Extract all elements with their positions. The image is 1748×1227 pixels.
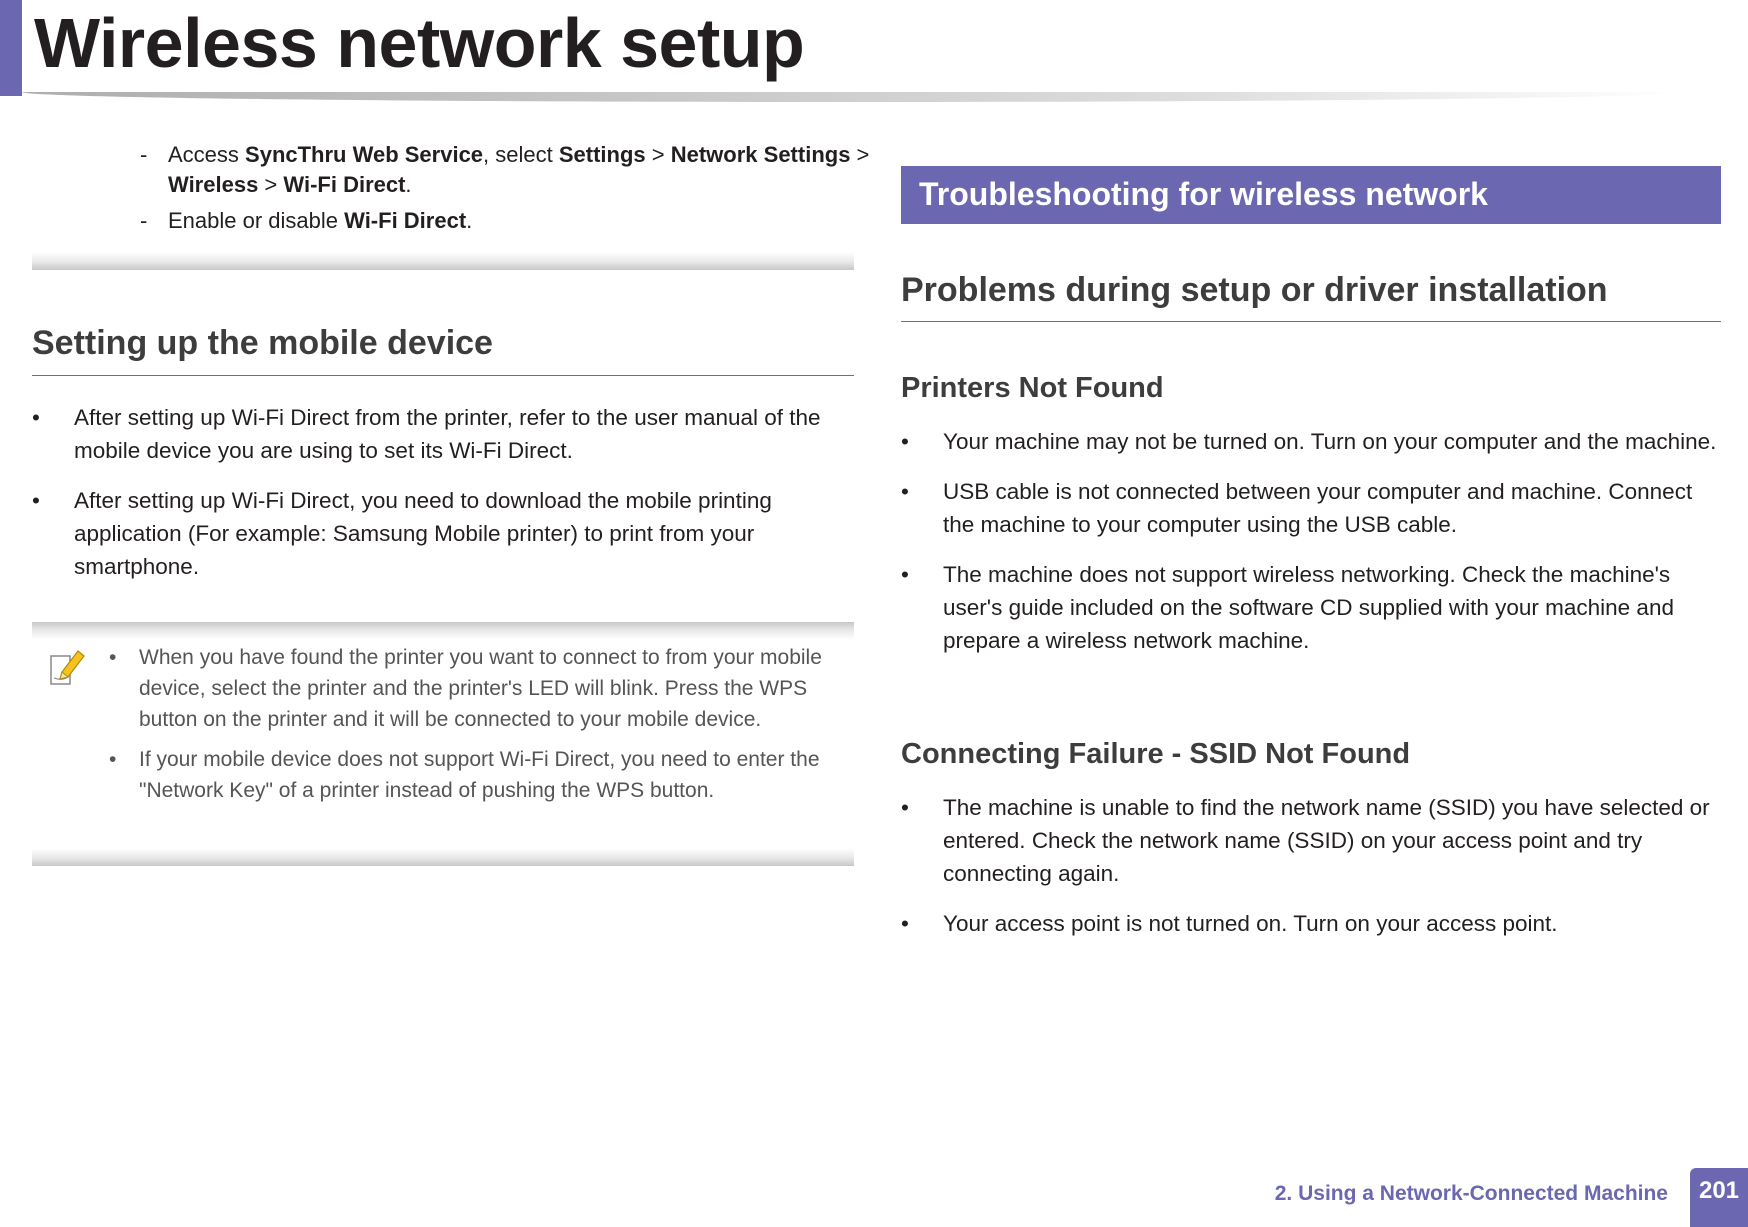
footer-chapter-label: 2. Using a Network-Connected Machine xyxy=(1274,1182,1668,1205)
list-item: • After setting up Wi-Fi Direct, you need to download the mobile printing application (For example: Samsung Mobile printer) to print from your smartphone. xyxy=(32,488,772,579)
list-item: • If your mobile device does not support Wi-Fi Direct, you need to enter the "Network Key" of a printer instead of pushing the WPS button. xyxy=(109,748,820,802)
ssid-not-found-list xyxy=(901,791,1721,957)
heading-rule xyxy=(32,375,854,376)
printers-not-found-heading: Printers Not Found xyxy=(901,372,1164,404)
list-item: • Your access point is not turned on. Turn on your access point. xyxy=(901,911,1558,936)
problems-heading: Problems during setup or driver installation xyxy=(901,271,1608,309)
note-pencil-icon xyxy=(48,648,88,688)
ssid-not-found-heading: Connecting Failure - SSID Not Found xyxy=(901,738,1411,770)
title-accent-bar xyxy=(0,0,22,96)
page-title: Wireless network setup xyxy=(34,4,805,82)
step-text: Access SyncThru Web Service, select Settings > Network Settings > Wireless > Wi-Fi Direct. xyxy=(168,142,870,197)
troubleshooting-title: Troubleshooting for wireless network xyxy=(919,176,1488,212)
list-item: • After setting up Wi-Fi Direct from the printer, refer to the user manual of the mobile device you are using to set its Wi-Fi Direct. xyxy=(32,405,821,463)
step-text: Enable or disable Wi-Fi Direct. xyxy=(168,208,473,233)
note-bottom-bar xyxy=(32,848,854,866)
note-top-bar xyxy=(32,622,854,640)
dash-marker: - xyxy=(140,208,148,233)
list-item: • Your machine may not be turned on. Turn on your computer and the machine. xyxy=(901,429,1717,454)
dash-marker: - xyxy=(140,142,148,167)
list-item: • USB cable is not connected between your computer and machine. Connect the machine to your computer using the USB cable. xyxy=(901,479,1693,537)
note-bullet-list xyxy=(109,642,854,815)
step-item xyxy=(140,140,888,200)
list-item: • The machine is unable to find the network name (SSID) you have selected or entered. Check the network name (SSID) on your access point and try connecting again. xyxy=(901,795,1710,886)
mobile-section-heading: Setting up the mobile device xyxy=(32,324,493,362)
mobile-bullet-list xyxy=(32,401,854,600)
title-underline xyxy=(22,92,1682,102)
list-item: • The machine does not support wireless networking. Check the machine's user's guide included on the software CD supplied with your machine and prepare a wireless network machine. xyxy=(901,562,1674,653)
list-item: • When you have found the printer you want to connect to from your mobile device, select the printer and the printer's LED will blink. Press the WPS button on the printer and it will be connected to your mobile device. xyxy=(109,646,822,731)
page-number: 201 xyxy=(1698,1177,1740,1204)
printers-not-found-list xyxy=(901,425,1721,674)
heading-rule xyxy=(901,321,1721,322)
step-item xyxy=(140,206,888,236)
section-divider xyxy=(32,252,854,270)
